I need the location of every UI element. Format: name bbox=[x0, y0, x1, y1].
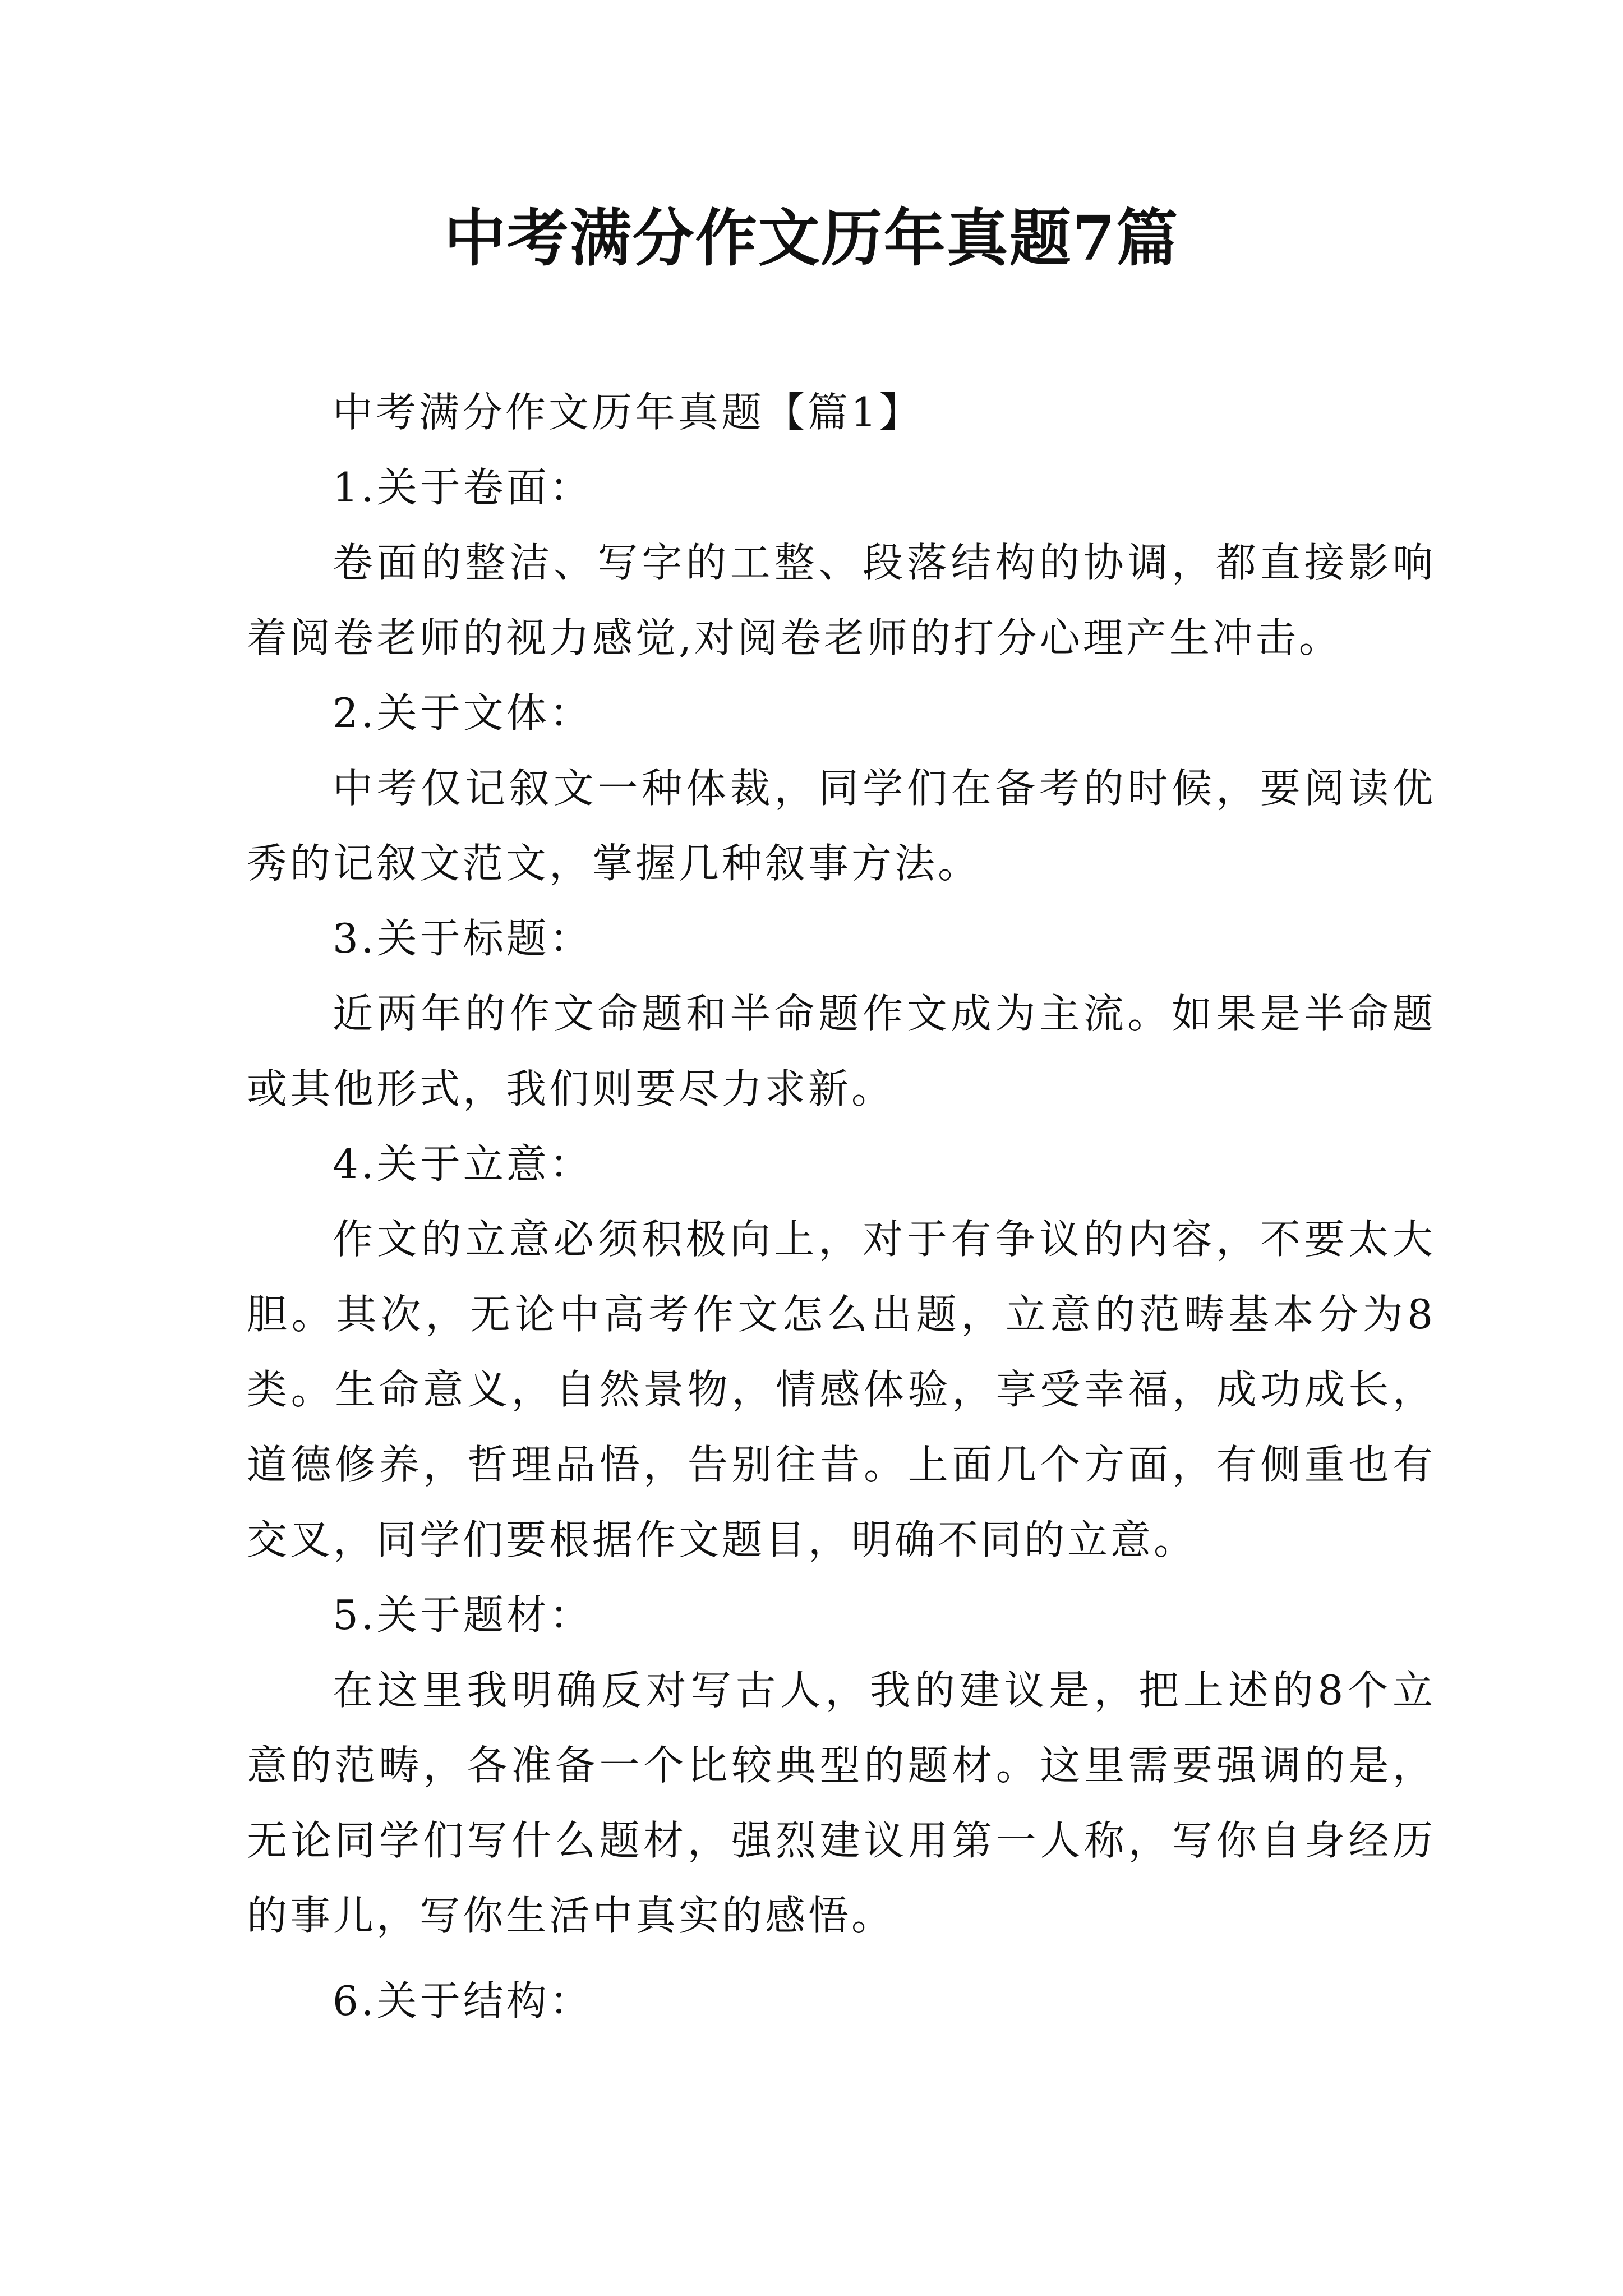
point-heading-theme: 4.关于立意： bbox=[333, 1140, 593, 1188]
point-heading-layout: 1.关于卷面： bbox=[333, 464, 593, 511]
point-heading-title: 3.关于标题： bbox=[333, 915, 593, 962]
point-heading-structure: 6.关于结构： bbox=[333, 1977, 593, 2024]
document-title: 中考满分作文历年真题7篇 bbox=[444, 202, 1179, 274]
paragraph-layout: 卷面的整洁、写字的工整、段落结构的协调，都直接影响着阅卷老师的视力感觉,对阅卷老师的打分心理产生冲击。 bbox=[247, 539, 1436, 661]
paragraph-material: 在这里我明确反对写古人，我的建议是，把上述的8个立意的范畴，各准备一个比较典型的题材。这里需要强调的是，无论同学们写什么题材，强烈建议用第一人称，写你自身经历的事儿，写你生活中真实的感悟。 bbox=[247, 1667, 1436, 1939]
document-body bbox=[247, 375, 1436, 2039]
paragraph-genre: 中考仅记叙文一种体裁，同学们在备考的时候，要阅读优秀的记叙文范文，掌握几种叙事方法。 bbox=[247, 765, 1436, 887]
point-heading-genre: 2.关于文体： bbox=[333, 689, 593, 737]
section-heading-part-1: 中考满分作文历年真题【篇1】 bbox=[333, 389, 923, 436]
point-heading-material: 5.关于题材： bbox=[333, 1591, 593, 1639]
paragraph-theme: 作文的立意必须积极向上，对于有争议的内容，不要太大胆。其次，无论中高考作文怎么出题，立意的范畴基本分为8类。生命意义，自然景物，情感体验，享受幸福，成功成长，道德修养，哲理品悟，告别往昔。上面几个方面，有侧重也有交叉，同学们要根据作文题目，明确不同的立意。 bbox=[247, 1216, 1436, 1563]
paragraph-title: 近两年的作文命题和半命题作文成为主流。如果是半命题或其他形式，我们则要尽力求新。 bbox=[247, 990, 1436, 1112]
